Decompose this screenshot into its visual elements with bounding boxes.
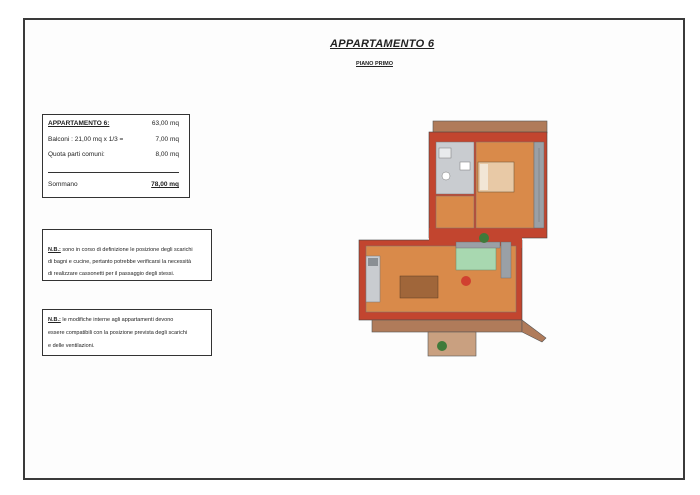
top-balcony [433, 121, 547, 133]
bottom-balcony [372, 320, 522, 332]
plant-icon [479, 233, 489, 243]
note-modifications-text1: le modifiche interne agli appartamenti devono [60, 317, 174, 323]
summary-divider [48, 172, 179, 173]
note-drainage-line3: di realizzare cassonetti per il passaggio degli stessi. [48, 271, 175, 277]
area-summary-box [42, 114, 190, 198]
shower-icon [439, 148, 451, 158]
note-drainage-prefix: N.B.: [48, 247, 61, 253]
note-modifications-line3: e delle ventilazioni. [48, 343, 95, 349]
sofa-icon [456, 242, 500, 248]
note-modifications-prefix: N.B.: [48, 317, 61, 323]
summary-total-value: 78,00 mq [151, 181, 179, 188]
rug-icon [456, 246, 496, 270]
terrace-plant-icon [437, 341, 447, 351]
tv-unit-icon [501, 242, 511, 278]
side-balcony [522, 320, 546, 342]
dining-table-icon [400, 276, 438, 298]
note-drainage-line1 [48, 244, 207, 256]
summary-label-balconies: Balconi : 21,00 mq x 1/3 = [48, 136, 124, 143]
toilet-icon [442, 172, 450, 180]
note-drainage [42, 229, 212, 281]
corridor [436, 196, 474, 228]
note-modifications-line1 [48, 314, 207, 327]
summary-label-common: Quota parti comuni: [48, 151, 105, 158]
summary-label-apartment: APPARTAMENTO 6: [48, 120, 110, 127]
summary-value-balconies: 7,00 mq [155, 136, 179, 143]
summary-value-apartment: 63,00 mq [151, 120, 179, 127]
summary-total-label: Sommano [48, 181, 78, 188]
terrace-extension [428, 332, 476, 356]
note-modifications-line2: essere compatibili con la posizione prevista degli scarichi [48, 330, 188, 336]
sink-icon [460, 162, 470, 170]
note-drainage-line2: di bagni e cucine, pertanto potrebbe verificarsi la necessità [48, 259, 192, 265]
note-drainage-text1: sono in corso di definizione le posizione degli scarichi [60, 247, 193, 253]
pillow-icon [480, 164, 488, 190]
note-modifications [42, 309, 212, 356]
page-title: APPARTAMENTO 6 [330, 38, 435, 50]
floor-plan [356, 118, 552, 360]
summary-value-common: 8,00 mq [155, 151, 179, 158]
chair-icon [461, 276, 471, 286]
stove-icon [368, 258, 378, 266]
floor-subtitle: PIANO PRIMO [356, 61, 393, 67]
